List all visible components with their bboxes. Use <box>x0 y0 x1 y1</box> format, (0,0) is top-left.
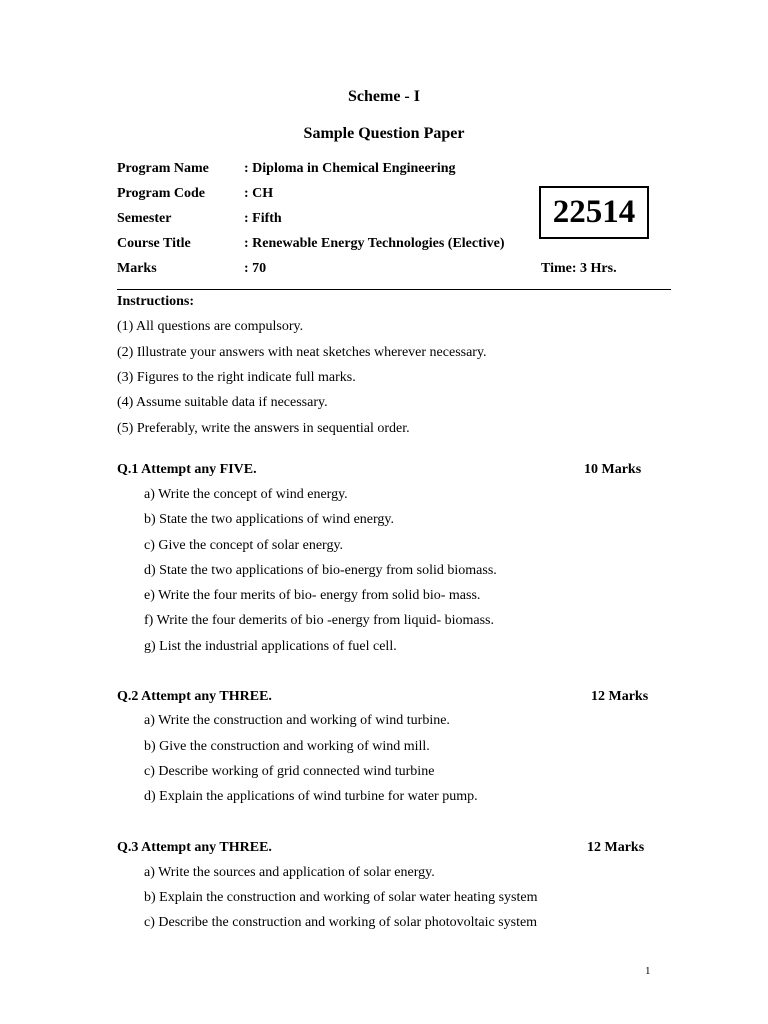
instruction-item: (5) Preferably, write the answers in sequential order. <box>117 421 410 436</box>
question-item: c) Describe working of grid connected wind turbine <box>144 764 435 779</box>
question-item: a) Write the construction and working of wind turbine. <box>144 713 450 728</box>
course-title-value: : Renewable Energy Technologies (Elective) <box>244 236 505 251</box>
divider <box>117 289 671 290</box>
semester-value: : Fifth <box>244 211 282 226</box>
question-item: d) State the two applications of bio-energy from solid biomass. <box>144 563 497 578</box>
scheme-label: Scheme - I <box>348 88 420 105</box>
question-3-heading: Q.3 Attempt any THREE. <box>117 840 272 855</box>
page-number: 1 <box>645 965 651 977</box>
instruction-item: (3) Figures to the right indicate full marks. <box>117 370 356 385</box>
marks-value: : 70 <box>244 261 267 276</box>
marks-label: Marks <box>117 261 157 276</box>
question-2-marks: 12 Marks <box>591 689 649 704</box>
question-2-heading: Q.2 Attempt any THREE. <box>117 689 272 704</box>
instructions-heading: Instructions: <box>117 294 195 309</box>
instruction-item: (4) Assume suitable data if necessary. <box>117 395 328 410</box>
program-name-label: Program Name <box>117 161 209 176</box>
question-item: c) Give the concept of solar energy. <box>144 538 344 553</box>
program-code-label: Program Code <box>117 186 205 201</box>
semester-label: Semester <box>117 211 172 226</box>
question-item: e) Write the four merits of bio- energy from solid bio- mass. <box>144 588 481 603</box>
question-item: b) Explain the construction and working of solar water heating system <box>144 890 538 905</box>
page-title: Sample Question Paper <box>303 125 465 142</box>
course-title-label: Course Title <box>117 236 191 251</box>
program-name-value: : Diploma in Chemical Engineering <box>244 161 456 176</box>
question-item: b) State the two applications of wind energy. <box>144 512 394 527</box>
question-1-heading: Q.1 Attempt any FIVE. <box>117 462 257 477</box>
course-code-box: 22514 <box>539 186 649 239</box>
time-label: Time: 3 Hrs. <box>541 261 617 276</box>
question-item: d) Explain the applications of wind turbine for water pump. <box>144 789 478 804</box>
question-item: f) Write the four demerits of bio -energy from liquid- biomass. <box>144 613 494 628</box>
question-3-marks: 12 Marks <box>587 840 645 855</box>
question-1-marks: 10 Marks <box>584 462 642 477</box>
question-item: a) Write the sources and application of solar energy. <box>144 865 435 880</box>
program-code-value: : CH <box>244 186 274 201</box>
question-item: a) Write the concept of wind energy. <box>144 487 348 502</box>
instruction-item: (1) All questions are compulsory. <box>117 319 304 334</box>
question-item: c) Describe the construction and working of solar photovoltaic system <box>144 915 538 930</box>
instruction-item: (2) Illustrate your answers with neat sketches wherever necessary. <box>117 345 487 360</box>
question-item: b) Give the construction and working of wind mill. <box>144 739 430 754</box>
question-item: g) List the industrial applications of fuel cell. <box>144 639 397 654</box>
